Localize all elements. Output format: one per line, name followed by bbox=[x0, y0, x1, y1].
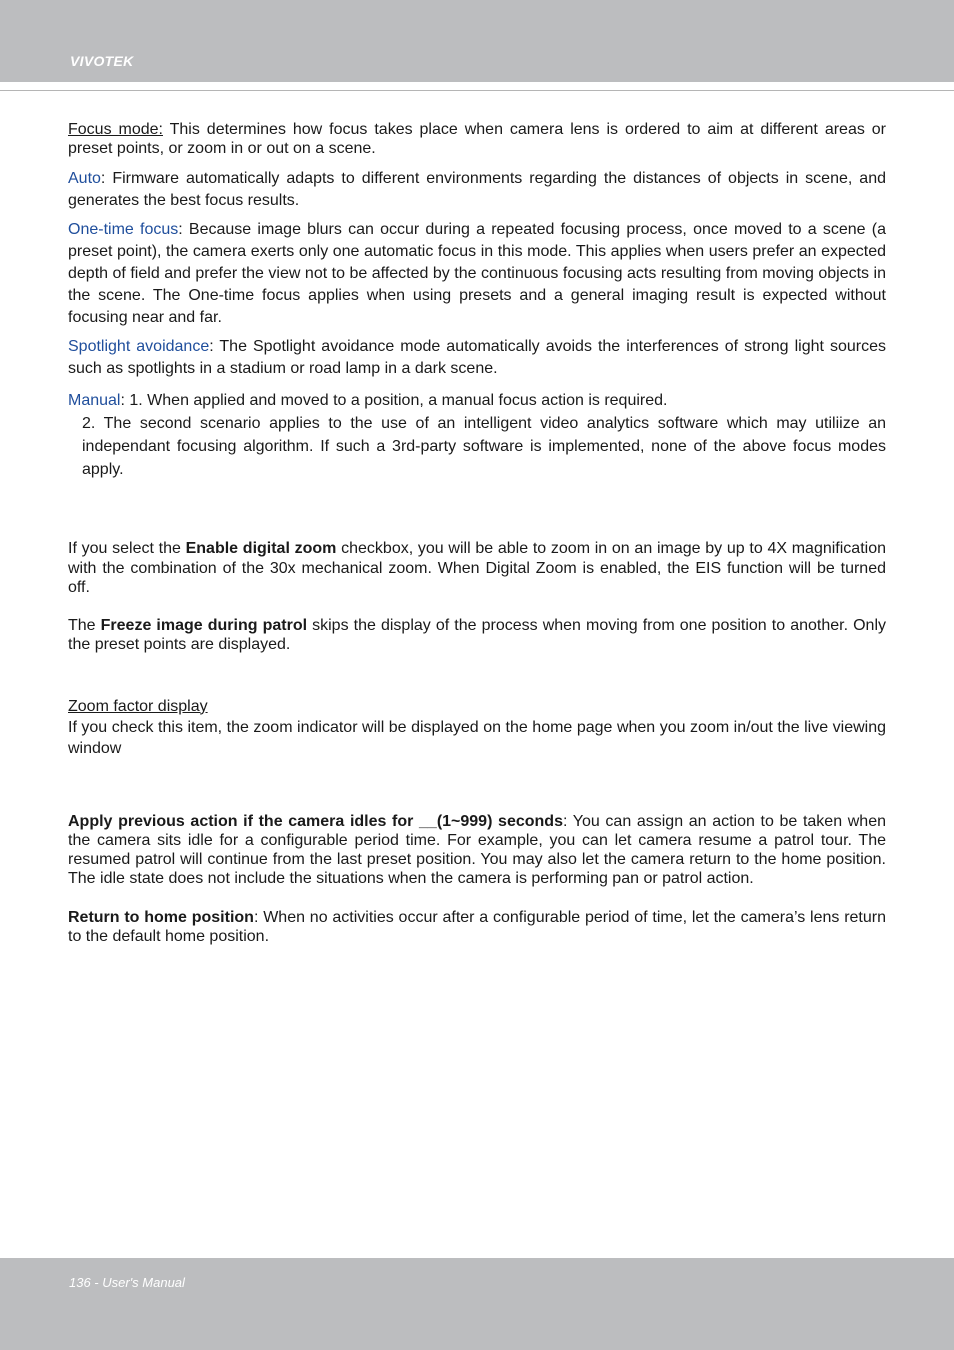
focus-mode-intro: This determines how focus takes place when camera lens is ordered to aim at different areas or preset points, or zoom in or out on a scene. bbox=[68, 121, 887, 157]
digital-zoom-paragraph bbox=[68, 539, 886, 598]
spotlight-term: Spotlight avoidance bbox=[68, 338, 210, 355]
footer-bar bbox=[0, 1258, 954, 1350]
digital-zoom-post: checkbox, you will be able to zoom in on an image by up to 4X magnification with the combination of the 30x mechanical zoom. When Digital Zoom is enabled, the EIS function will be turned off. bbox=[68, 540, 887, 596]
focus-mode-paragraph bbox=[68, 120, 886, 158]
header-divider bbox=[0, 90, 954, 91]
zoom-factor-title-text: Zoom factor display bbox=[68, 697, 208, 715]
idle-post: : You can assign an action to be taken when the camera sits idle for a configurable period time. For example, you can let camera resume a patrol tour. The resumed patrol will continue from the last preset position. You may also let the camera return to the home position. The idle state does not include the situations when the camera is performing pan or patrol action. bbox=[68, 812, 887, 888]
onetime-paragraph bbox=[68, 219, 886, 329]
digital-zoom-bold: Enable digital zoom bbox=[185, 540, 337, 557]
zoom-factor-text: If you check this item, the zoom indicator will be displayed on the home page when you zoom in/out the live viewing window bbox=[68, 718, 886, 757]
idle-paragraph bbox=[68, 812, 886, 889]
manual-paragraph bbox=[68, 390, 886, 412]
focus-mode-title: Focus mode: bbox=[68, 121, 163, 138]
page-number-label: 136 - User's Manual bbox=[69, 1275, 185, 1290]
home-paragraph bbox=[68, 908, 886, 947]
spotlight-paragraph bbox=[68, 336, 886, 380]
freeze-pre: The bbox=[68, 616, 101, 634]
onetime-text: : Because image blurs can occur during a repeated focusing process, once moved to a scene (a preset point), the camera exerts only one automatic focus in this mode. This applies when users prefer an expected depth of field and prefer the view not to be affected by the continuous focusing acts resulting from moving objects in the scene. The One-time focus applies when using presets and a general imaging result is expected without focusing near and far. bbox=[68, 221, 886, 326]
header-bar bbox=[0, 0, 954, 82]
auto-term: Auto bbox=[68, 170, 101, 187]
manual-paragraph-2: 2. The second scenario applies to the use of an intelligent video analytics software which may utiliize an independant focusing algorithm. If such a 3rd-party software is implemented, none of the above focus modes apply. bbox=[82, 415, 886, 478]
home-post: : When no activities occur after a configurable period of time, let the camera’s lens return to the default home position. bbox=[68, 908, 886, 945]
idle-bold: Apply previous action if the camera idles for __(1~999) seconds bbox=[68, 812, 563, 830]
freeze-paragraph bbox=[68, 616, 886, 655]
page-content bbox=[68, 120, 886, 946]
home-bold: Return to home position bbox=[68, 908, 254, 926]
freeze-post: skips the display of the process when moving from one position to another. Only the preset points are displayed. bbox=[68, 616, 887, 653]
brand-logo: VIVOTEK bbox=[70, 53, 134, 69]
auto-text: : Firmware automatically adapts to different environments regarding the distances of objects in scene, and generates the best focus results. bbox=[68, 170, 886, 209]
spotlight-text: : The Spotlight avoidance mode automatically avoids the interferences of strong light sources such as spotlights in a stadium or road lamp in a dark scene. bbox=[68, 338, 886, 377]
onetime-term: One-time focus bbox=[68, 221, 179, 238]
digital-zoom-pre: If you select the bbox=[68, 540, 186, 557]
manual-text-1: : 1. When applied and moved to a position, a manual focus action is required. bbox=[120, 392, 668, 409]
auto-paragraph bbox=[68, 168, 886, 212]
zoom-factor-title bbox=[68, 697, 886, 717]
freeze-bold: Freeze image during patrol bbox=[100, 616, 308, 634]
manual-term: Manual bbox=[68, 392, 121, 409]
